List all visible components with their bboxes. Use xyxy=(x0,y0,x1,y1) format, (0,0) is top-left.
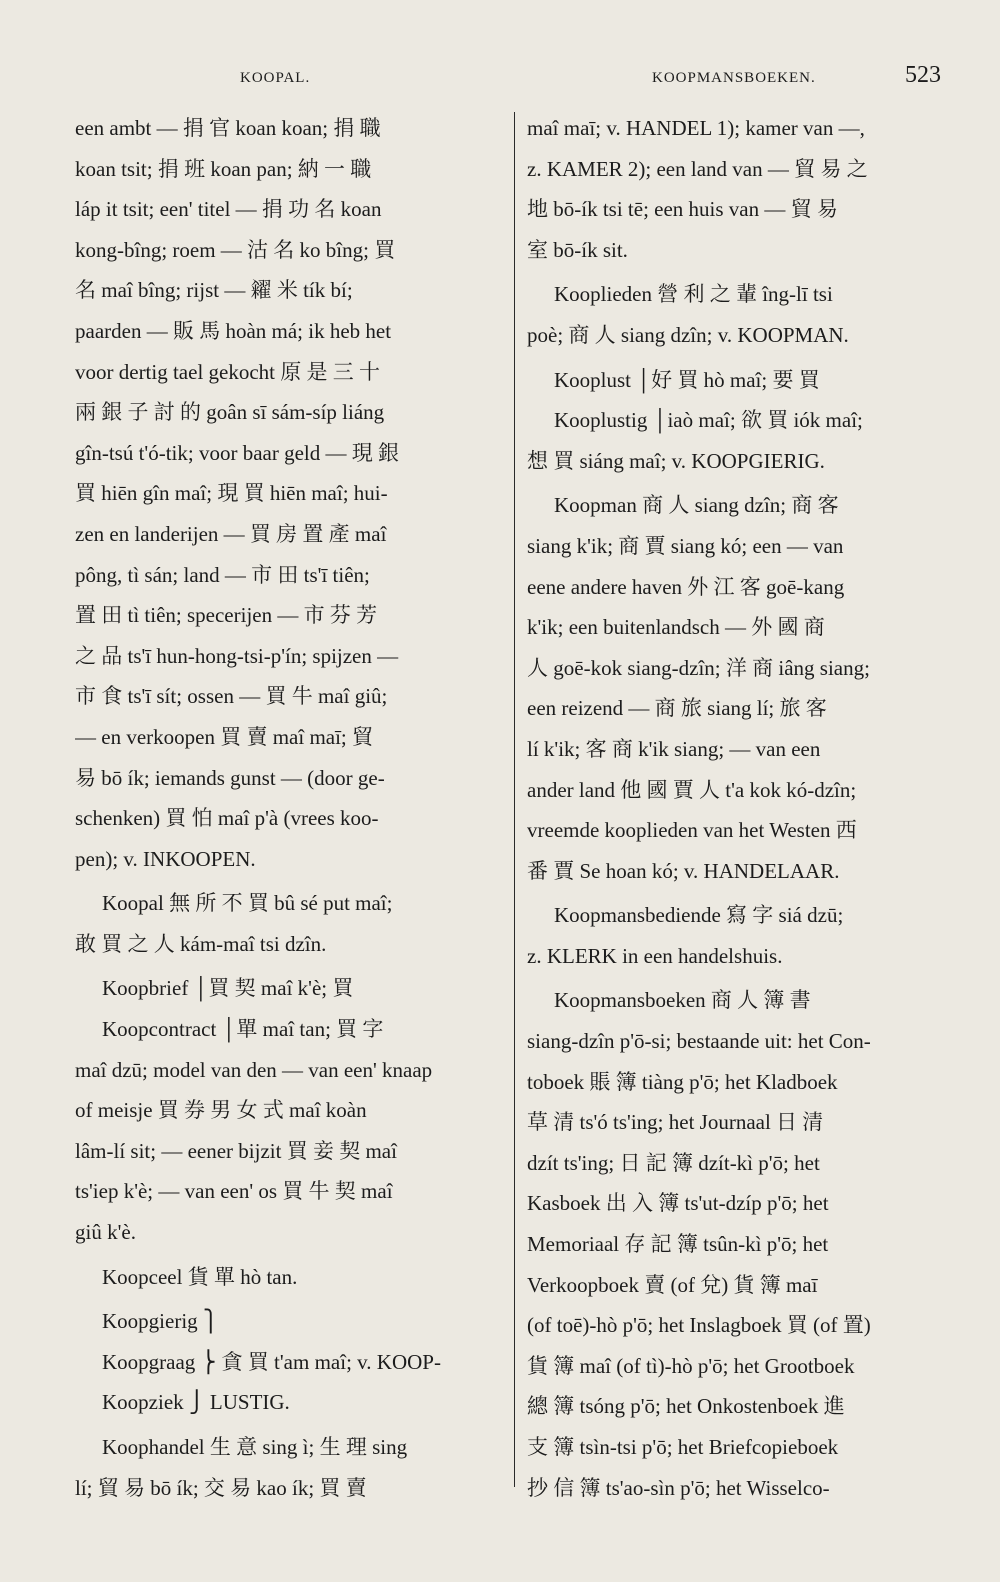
text-line: of meisje 買 券 男 女 式 maî koàn xyxy=(75,1098,367,1123)
text-line: ander land 他 國 賈 人 t'a kok kó-dzîn; xyxy=(527,777,857,802)
text-line: schenken) 買 怕 maî p'à (vrees koo- xyxy=(75,806,379,831)
text-line: Koopman 商 人 siang dzîn; 商 客 xyxy=(554,493,839,518)
text-line: poè; 商 人 siang dzîn; v. KOOPMAN. xyxy=(527,322,849,347)
text-line: lâm-lí sit; — eener bijzit 買 妾 契 maî xyxy=(75,1138,397,1163)
text-line: paarden — 販 馬 hoàn má; ik heb het xyxy=(75,318,392,343)
text-line: pen); v. INKOOPEN. xyxy=(75,846,256,871)
text-line: Koopgierig ⎫ xyxy=(102,1309,219,1334)
header-left-guide-word: KOOPAL. xyxy=(240,70,311,86)
text-line: 支 簿 tsìn-tsi p'ō; het Briefcopieboek xyxy=(527,1435,839,1459)
right-column xyxy=(527,108,963,1508)
text-line: Koopgraag ⎬ 貪 買 t'am maî; v. KOOP- xyxy=(102,1349,441,1374)
header-right-guide-word: KOOPMANSBOEKEN. xyxy=(652,70,816,86)
text-line: lí k'ik; 客 商 k'ik siang; — van een xyxy=(527,736,821,761)
text-line: een reizend — 商 旅 siang lí; 旅 客 xyxy=(527,696,827,721)
text-line: 番 賈 Se hoan kó; v. HANDELAAR. xyxy=(527,858,840,883)
text-line: siang-dzîn p'ō-si; bestaande uit: het Con- xyxy=(527,1029,871,1054)
text-line: (of toē)-hò p'ō; het Inslagboek 買 (of 置) xyxy=(527,1313,871,1338)
text-line: 敢 買 之 人 kám-maî tsi dzîn. xyxy=(75,931,327,956)
text-line: Koopziek ⎭ LUSTIG. xyxy=(102,1390,290,1415)
text-line: Kooplust │好 買 hò maî; 要 買 xyxy=(554,367,820,392)
text-line: — en verkoopen 買 賣 maî maī; 貿 xyxy=(75,724,374,749)
text-line: 之 品 ts'ī hun-hong-tsi-p'ín; spijzen — xyxy=(75,643,399,668)
text-line: 室 bō-ík sit. xyxy=(527,237,628,262)
text-line: eene andere haven 外 江 客 goē-kang xyxy=(527,574,845,599)
text-line: 地 bō-ík tsi tē; een huis van — 貿 易 xyxy=(527,197,838,222)
text-line: 兩 銀 子 討 的 goân sī sám-síp liáng xyxy=(75,400,385,425)
text-line: voor dertig tael gekocht 原 是 三 十 xyxy=(75,359,381,384)
text-line: 想 買 siáng maî; v. KOOPGIERIG. xyxy=(527,448,825,473)
text-line: Koopcontract │單 maî tan; 買 字 xyxy=(102,1017,384,1042)
text-line: giû k'è. xyxy=(75,1220,136,1245)
text-line: pông, tì sán; land — 市 田 ts'ī tiên; xyxy=(75,562,370,587)
text-line: Kooplustig │iaò maî; 欲 買 iók maî; xyxy=(554,408,863,433)
text-line: Koopceel 貨 單 hò tan. xyxy=(102,1264,298,1289)
column-divider xyxy=(514,112,515,1487)
text-line: dzít ts'ing; 日 記 簿 dzít-kì p'ō; het xyxy=(527,1150,820,1175)
text-line: Koopal 無 所 不 買 bû sé put maî; xyxy=(102,891,393,916)
text-line: láp it tsit; een' titel — 捐 功 名 koan xyxy=(75,197,382,222)
text-line: Koopbrief │買 契 maî k'è; 買 xyxy=(102,976,354,1001)
text-line: vreemde kooplieden van het Westen 西 xyxy=(527,818,857,843)
text-line: siang k'ik; 商 賈 siang kó; een — van xyxy=(527,533,844,558)
text-line: maî dzū; model van den — van een' knaap xyxy=(75,1057,433,1082)
text-line: toboek 賬 簿 tiàng p'ō; het Kladboek xyxy=(527,1069,838,1094)
text-line: Kasboek 出 入 簿 ts'ut-dzíp p'ō; het xyxy=(527,1191,829,1216)
text-line: Verkoopboek 賣 (of 兌) 貨 簿 maī xyxy=(527,1272,818,1297)
text-line: Koopmansboeken 商 人 簿 書 xyxy=(554,988,811,1013)
text-line: een ambt — 捐 官 koan koan; 捐 職 xyxy=(75,116,381,140)
text-line: lí; 貿 易 bō ík; 交 易 kao ík; 買 賣 xyxy=(75,1475,367,1500)
text-line: ts'iep k'è; — van een' os 買 牛 契 maî xyxy=(75,1179,393,1204)
text-line: 買 hiēn gîn maî; 現 買 hiēn maî; hui- xyxy=(75,481,388,506)
text-line: Memoriaal 存 記 簿 tsûn-kì p'ō; het xyxy=(527,1232,829,1257)
text-line: 總 簿 tsóng p'ō; het Onkostenboek 進 xyxy=(527,1394,845,1419)
left-column xyxy=(75,108,511,1508)
text-line: zen en landerijen — 買 房 置 產 maî xyxy=(75,521,387,546)
text-line: koan tsit; 捐 班 koan pan; 納 一 職 xyxy=(75,156,372,181)
text-line: kong-bîng; roem — 沽 名 ko bîng; 買 xyxy=(75,237,396,262)
text-line: 貨 簿 maî (of tì)-hò p'ō; het Grootboek xyxy=(527,1353,855,1378)
text-line: 置 田 tì tiên; specerijen — 市 芬 芳 xyxy=(75,603,378,628)
text-line: 易 bō ík; iemands gunst — (door ge- xyxy=(75,765,385,790)
text-line: k'ik; een buitenlandsch — 外 國 商 xyxy=(527,615,825,640)
text-line: 抄 信 簿 ts'ao-sìn p'ō; het Wisselco- xyxy=(527,1475,830,1500)
text-line: Koopmansbediende 寫 字 siá dzū; xyxy=(554,903,844,928)
text-line: Kooplieden 營 利 之 輩 îng-lī tsi xyxy=(554,282,833,307)
text-line: gîn-tsú t'ó-tik; voor baar geld — 現 銀 xyxy=(75,440,399,465)
text-line: z. KAMER 2); een land van — 貿 易 之 xyxy=(527,156,868,181)
text-line: 市 食 ts'ī sít; ossen — 買 牛 maî giû; xyxy=(75,684,388,709)
text-line: 人 goē-kok siang-dzîn; 洋 商 iâng siang; xyxy=(527,655,870,680)
page-number: 523 xyxy=(905,62,941,88)
text-line: maî maī; v. HANDEL 1); kamer van —, xyxy=(527,116,865,140)
text-line: 名 maî bîng; rijst — 糴 米 tík bí; xyxy=(75,278,353,303)
text-line: 草 清 ts'ó ts'ing; het Journaal 日 清 xyxy=(527,1110,824,1135)
text-line: Koophandel 生 意 sing ì; 生 理 sing xyxy=(102,1435,408,1459)
running-header xyxy=(0,62,1000,92)
text-line: z. KLERK in een handelshuis. xyxy=(527,943,783,968)
